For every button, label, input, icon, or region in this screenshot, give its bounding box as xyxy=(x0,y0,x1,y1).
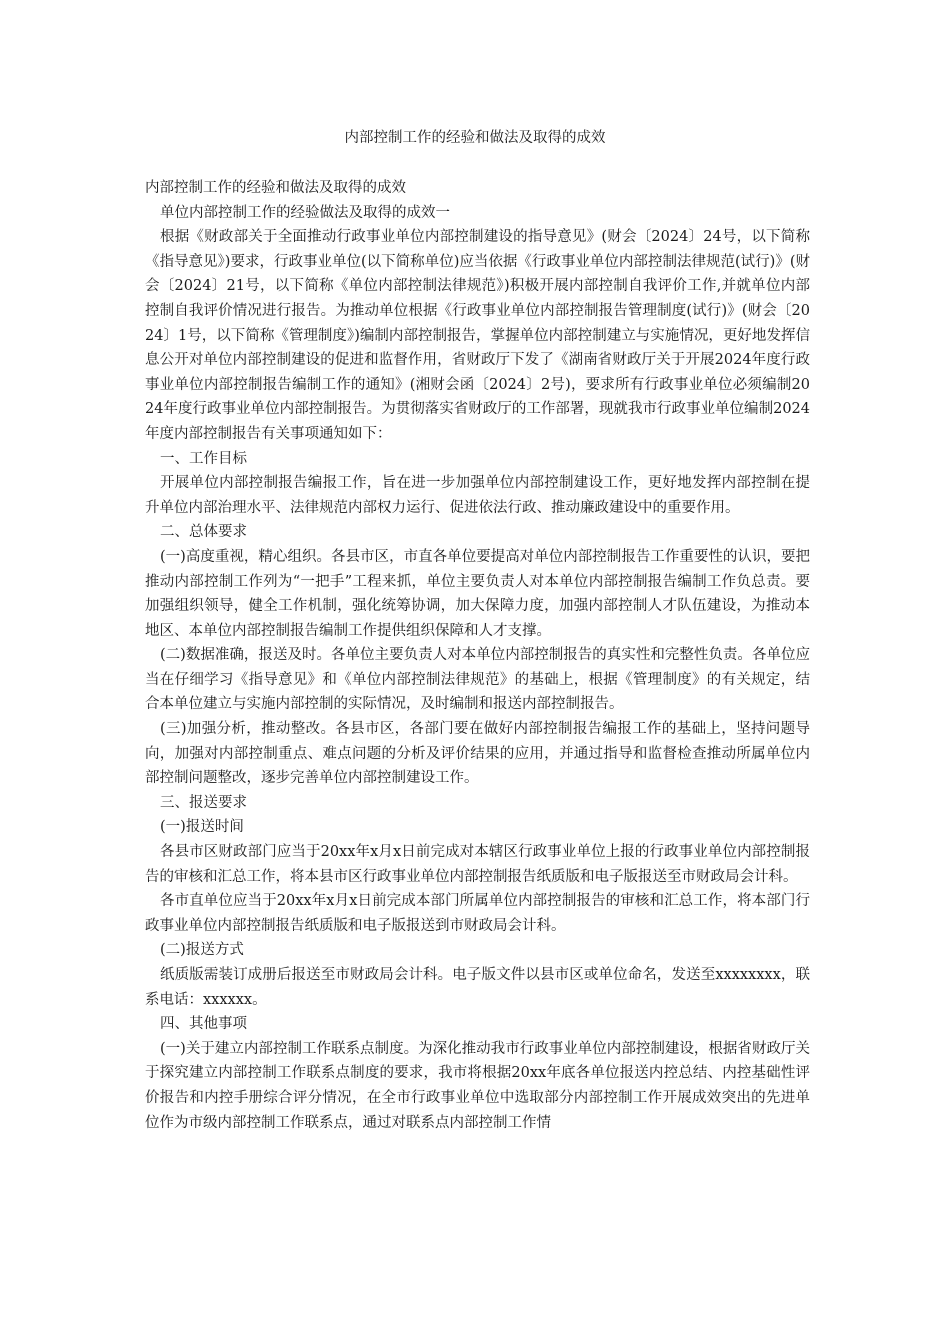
paragraph: 根据《财政部关于全面推动行政事业单位内部控制建设的指导意见》(财会〔2024〕24号，以下简称《指导意见》)要求，行政事业单位(以下简称单位)应当依据《行政事业单位内部控制法律规范(试行)》(财会〔2024〕21号，以下简称《单位内部控制法律规范》)积极开展内部控制自我评价工作,并就单位内部控制自我评价情况进行报告。为推动单位根据《行政事业单位内部控制报告管理制度(试行)》(财会〔2024〕1号，以下简称《管理制度》)编制内部控制报告，掌握单位内部控制建立与实施情况，更好地发挥信息公开对单位内部控制建设的促进和监督作用，省财政厅下发了《湖南省财政厅关于开展2024年度行政事业单位内部控制报告编制工作的通知》(湘财会函〔2024〕2号)，要求所有行政事业单位必须编制2024年度行政事业单位内部控制报告。为贯彻落实省财政厅的工作部署，现就我市行政事业单位编制2024年度内部控制报告有关事项通知如下： xyxy=(145,229,810,442)
paragraph: (一)关于建立内部控制工作联系点制度。为深化推动我市行政事业单位内部控制建设，根据省财政厅关于探究建立内部控制工作联系点制度的要求，我市将根据20xx年底各单位报送内控总结、内控基础性评价报告和内控手册综合评分情况，在全市行政事业单位中选取部分内部控制工作开展成效突出的先进单位作为市级内部控制工作联系点，通过对联系点内部控制工作情 xyxy=(145,1040,810,1131)
paragraph: 二、总体要求 xyxy=(160,524,247,541)
paragraph: 开展单位内部控制报告编报工作，旨在进一步加强单位内部控制建设工作，更好地发挥内部控制在提升单位内部治理水平、法律规范内部权力运行、促进依法行政、推动廉政建设中的重要作用。 xyxy=(145,475,810,516)
paragraph: 各市直单位应当于20xx年x月x日前完成本部门所属单位内部控制报告的审核和汇总工作，将本部门行政事业单位内部控制报告纸质版和电子版报送到市财政局会计科。 xyxy=(145,893,810,934)
paragraph: 纸质版需装订成册后报送至市财政局会计科。电子版文件以县市区或单位命名，发送至xxxxxxxx，联系电话：xxxxxx。 xyxy=(145,967,810,1008)
paragraph: 四、其他事项 xyxy=(160,1016,247,1033)
paragraph: (一)高度重视，精心组织。各县市区，市直各单位要提高对单位内部控制报告工作重要性的认识，要把推动内部控制工作列为“一把手”工程来抓，单位主要负责人对本单位内部控制报告编制工作负总责。要加强组织领导，健全工作机制，强化统筹协调，加大保障力度，加强内部控制人才队伍建设，为推动本地区、本单位内部控制报告编制工作提供组织保障和人才支撑。 xyxy=(145,548,810,639)
paragraph: (三)加强分析，推动整改。各县市区，各部门要在做好内部控制报告编报工作的基础上，坚持问题导向，加强对内部控制重点、难点问题的分析及评价结果的应用，并通过指导和监督检查推动所属单位内部控制问题整改，逐步完善单位内部控制建设工作。 xyxy=(145,721,810,787)
document-body xyxy=(145,176,810,1135)
paragraph: 内部控制工作的经验和做法及取得的成效 xyxy=(145,180,406,196)
document-title: 内部控制工作的经验和做法及取得的成效 xyxy=(344,130,606,146)
paragraph: 三、报送要求 xyxy=(160,794,247,811)
paragraph: 单位内部控制工作的经验做法及取得的成效一 xyxy=(160,204,450,221)
paragraph: (二)报送方式 xyxy=(160,942,244,959)
paragraph: (二)数据准确，报送及时。各单位主要负责人对本单位内部控制报告的真实性和完整性负责。各单位应当在仔细学习《指导意见》和《单位内部控制法律规范》的基础上，根据《管理制度》的有关规定，结合本单位建立与实施内部控制的实际情况，及时编制和报送内部控制报告。 xyxy=(145,647,810,713)
paragraph: (一)报送时间 xyxy=(160,819,244,836)
paragraph: 各县市区财政部门应当于20xx年x月x日前完成对本辖区行政事业单位上报的行政事业单位内部控制报告的审核和汇总工作，将本县市区行政事业单位内部控制报告纸质版和电子版报送至市财政局会计科。 xyxy=(145,844,810,885)
paragraph: 一、工作目标 xyxy=(160,450,247,467)
